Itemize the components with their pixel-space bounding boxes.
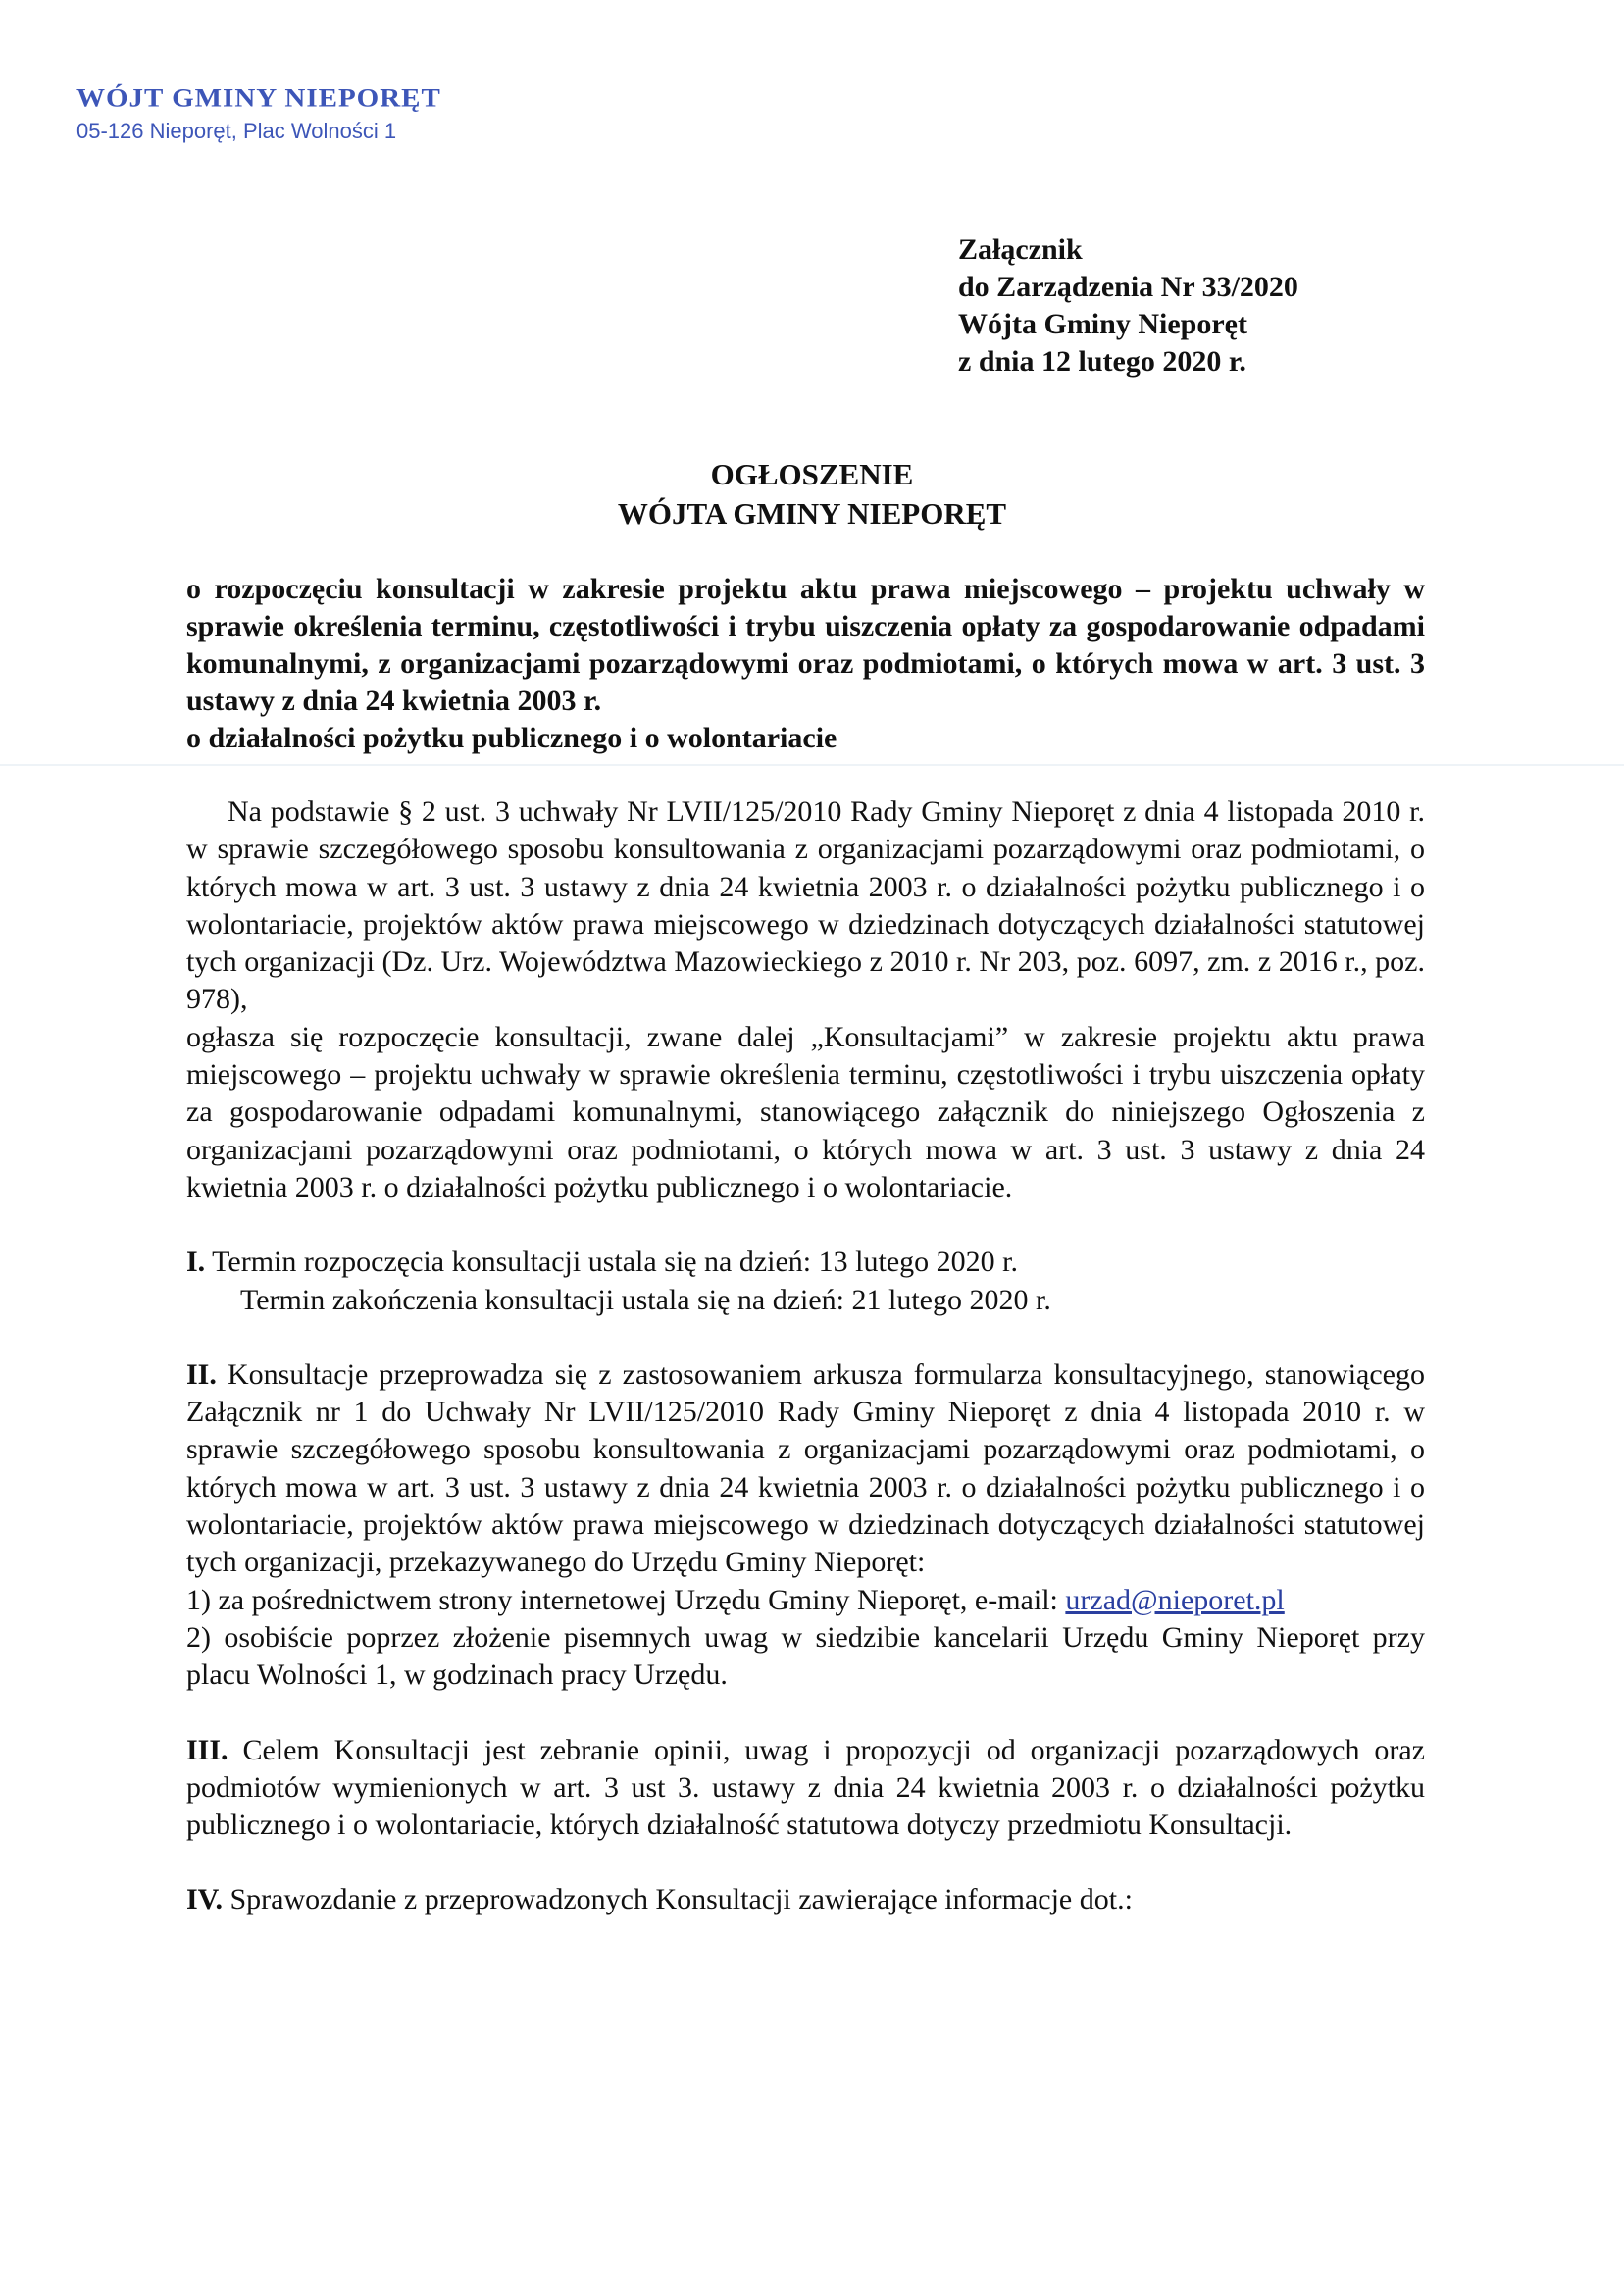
document-body (186, 793, 1425, 1919)
scan-divider (0, 764, 1624, 766)
stamp-title: WÓJT GMINY NIEPORĘT (76, 84, 441, 113)
attachment-line-4: z dnia 12 lutego 2020 r. (958, 345, 1246, 378)
section-2-item-2: 2) osobiście poprzez złożenie pisemnych uwag w siedzibie kancelarii Urzędu Gminy Nieporęt przy placu Wolności 1, w godzinach pracy Urzędu. (186, 1620, 1425, 1692)
official-stamp (76, 84, 441, 144)
title-line-2: WÓJTA GMINY NIEPORĘT (617, 496, 1007, 531)
section-2 (186, 1356, 1425, 1582)
attachment-line-2: do Zarządzenia Nr 33/2020 (958, 271, 1298, 303)
section-2-text: Konsultacje przeprowadza się z zastosowaniem arkusza formularza konsultacyjnego, stanowiącego Załącznik nr 1 do Uchwały Nr LVII/125/2010 Rady Gminy Nieporęt z dnia 4 listopada 2010 r. w sprawie szczegółowego sposobu konsultowania z organizacjami pozarządowymi oraz podmiotami, o których mowa w art. 3 ust. 3 ustawy z dnia 24 kwietnia 2003 r. o działalności pożytku publicznego i o wolontariacie, projektów aktów prawa miejscowego w dziedzinach dotyczących działalności statutowej tych organizacji, przekazywanego do Urzędu Gminy Nieporęt: (186, 1357, 1426, 1579)
attachment-line-3: Wójta Gminy Nieporęt (958, 308, 1247, 340)
section-4-text: Sprawozdanie z przeprowadzonych Konsultacji zawierające informacje dot.: (229, 1883, 1133, 1916)
section-3-text: Celem Konsultacji jest zebranie opinii, uwag i propozycji od organizacji pozarządowych oraz podmiotów wymienionych w art. 3 ust 3. ustawy z dnia 24 kwietnia 2003 r. o działalności pożytku publicznego i o wolontariacie, których działalność statutowa dotyczy przedmiotu Konsultacji. (186, 1733, 1425, 1842)
section-4 (186, 1881, 1425, 1918)
document-title (0, 455, 1624, 534)
section-2-number: II. (186, 1357, 217, 1391)
section-2-item-1-text: 1) za pośrednictwem strony internetowej Urzędu Gminy Nieporęt, e-mail: (186, 1583, 1066, 1616)
intro-part-1: Na podstawie § 2 ust. 3 uchwały Nr LVII/125/2010 Rady Gminy Nieporęt z dnia 4 listopada 2010 r. w sprawie szczegółowego sposobu konsultowania z organizacjami pozarządowymi oraz podmiotami, o których mowa w art. 3 ust. 3 ustawy z dnia 24 kwietnia 2003 r. o działalności pożytku publicznego i o wolontariacie, projektów aktów prawa miejscowego w dziedzinach dotyczących działalności statutowej tych organizacji (Dz. Urz. Województwa Mazowieckiego z 2010 r. Nr 203, poz. 6097, zm. z 2016 r., poz. 978), (186, 795, 1425, 1016)
attachment-line-1: Załącznik (958, 233, 1083, 266)
section-3 (186, 1732, 1425, 1845)
section-4-number: IV. (186, 1883, 223, 1916)
section-1-line-2: Termin zakończenia konsultacji ustala się na dzień: 21 lutego 2020 r. (240, 1283, 1051, 1316)
section-1-number: I. (186, 1246, 206, 1279)
section-1-line-1: Termin rozpoczęcia konsultacji ustala się na dzień: 13 lutego 2020 r. (212, 1246, 1018, 1279)
email-link[interactable]: urzad@nieporet.pl (1065, 1583, 1285, 1616)
title-line-1: OGŁOSZENIE (710, 457, 914, 491)
stamp-address: 05-126 Nieporęt, Plac Wolności 1 (76, 119, 397, 144)
intro-paragraph-2: ogłasza się rozpoczęcie konsultacji, zwane dalej „Konsultacjami” w zakresie projektu aktu prawa miejscowego – projektu uchwały w sprawie określenia terminu, częstotliwości i trybu uiszczenia opłaty za gospodarowanie odpadami komunalnymi, stanowiącego załącznik do niniejszego Ogłoszenia z organizacjami pozarządowymi oraz podmiotami, o których mowa w art. 3 ust. 3 ustawy z dnia 24 kwietnia 2003 r. o działalności pożytku publicznego i o wolontariacie. (186, 1020, 1425, 1203)
section-3-number: III. (186, 1733, 228, 1766)
attachment-header (958, 231, 1298, 381)
intro-paragraph (186, 793, 1425, 1019)
subject-last-line: o działalności pożytku publicznego i o wolontariacie (186, 722, 837, 754)
subject-text: o rozpoczęciu konsultacji w zakresie projektu aktu prawa miejscowego – projektu uchwały w sprawie określenia terminu, częstotliwości i trybu uiszczenia opłaty za gospodarowanie odpadami komunalnymi, z organizacjami pozarządowymi oraz podmiotami, o których mowa w art. 3 ust. 3 ustawy z dnia 24 kwietnia 2003 r. (186, 573, 1425, 717)
section-2-item-1 (186, 1582, 1425, 1619)
section-1 (186, 1244, 1425, 1281)
document-subject (186, 571, 1425, 757)
